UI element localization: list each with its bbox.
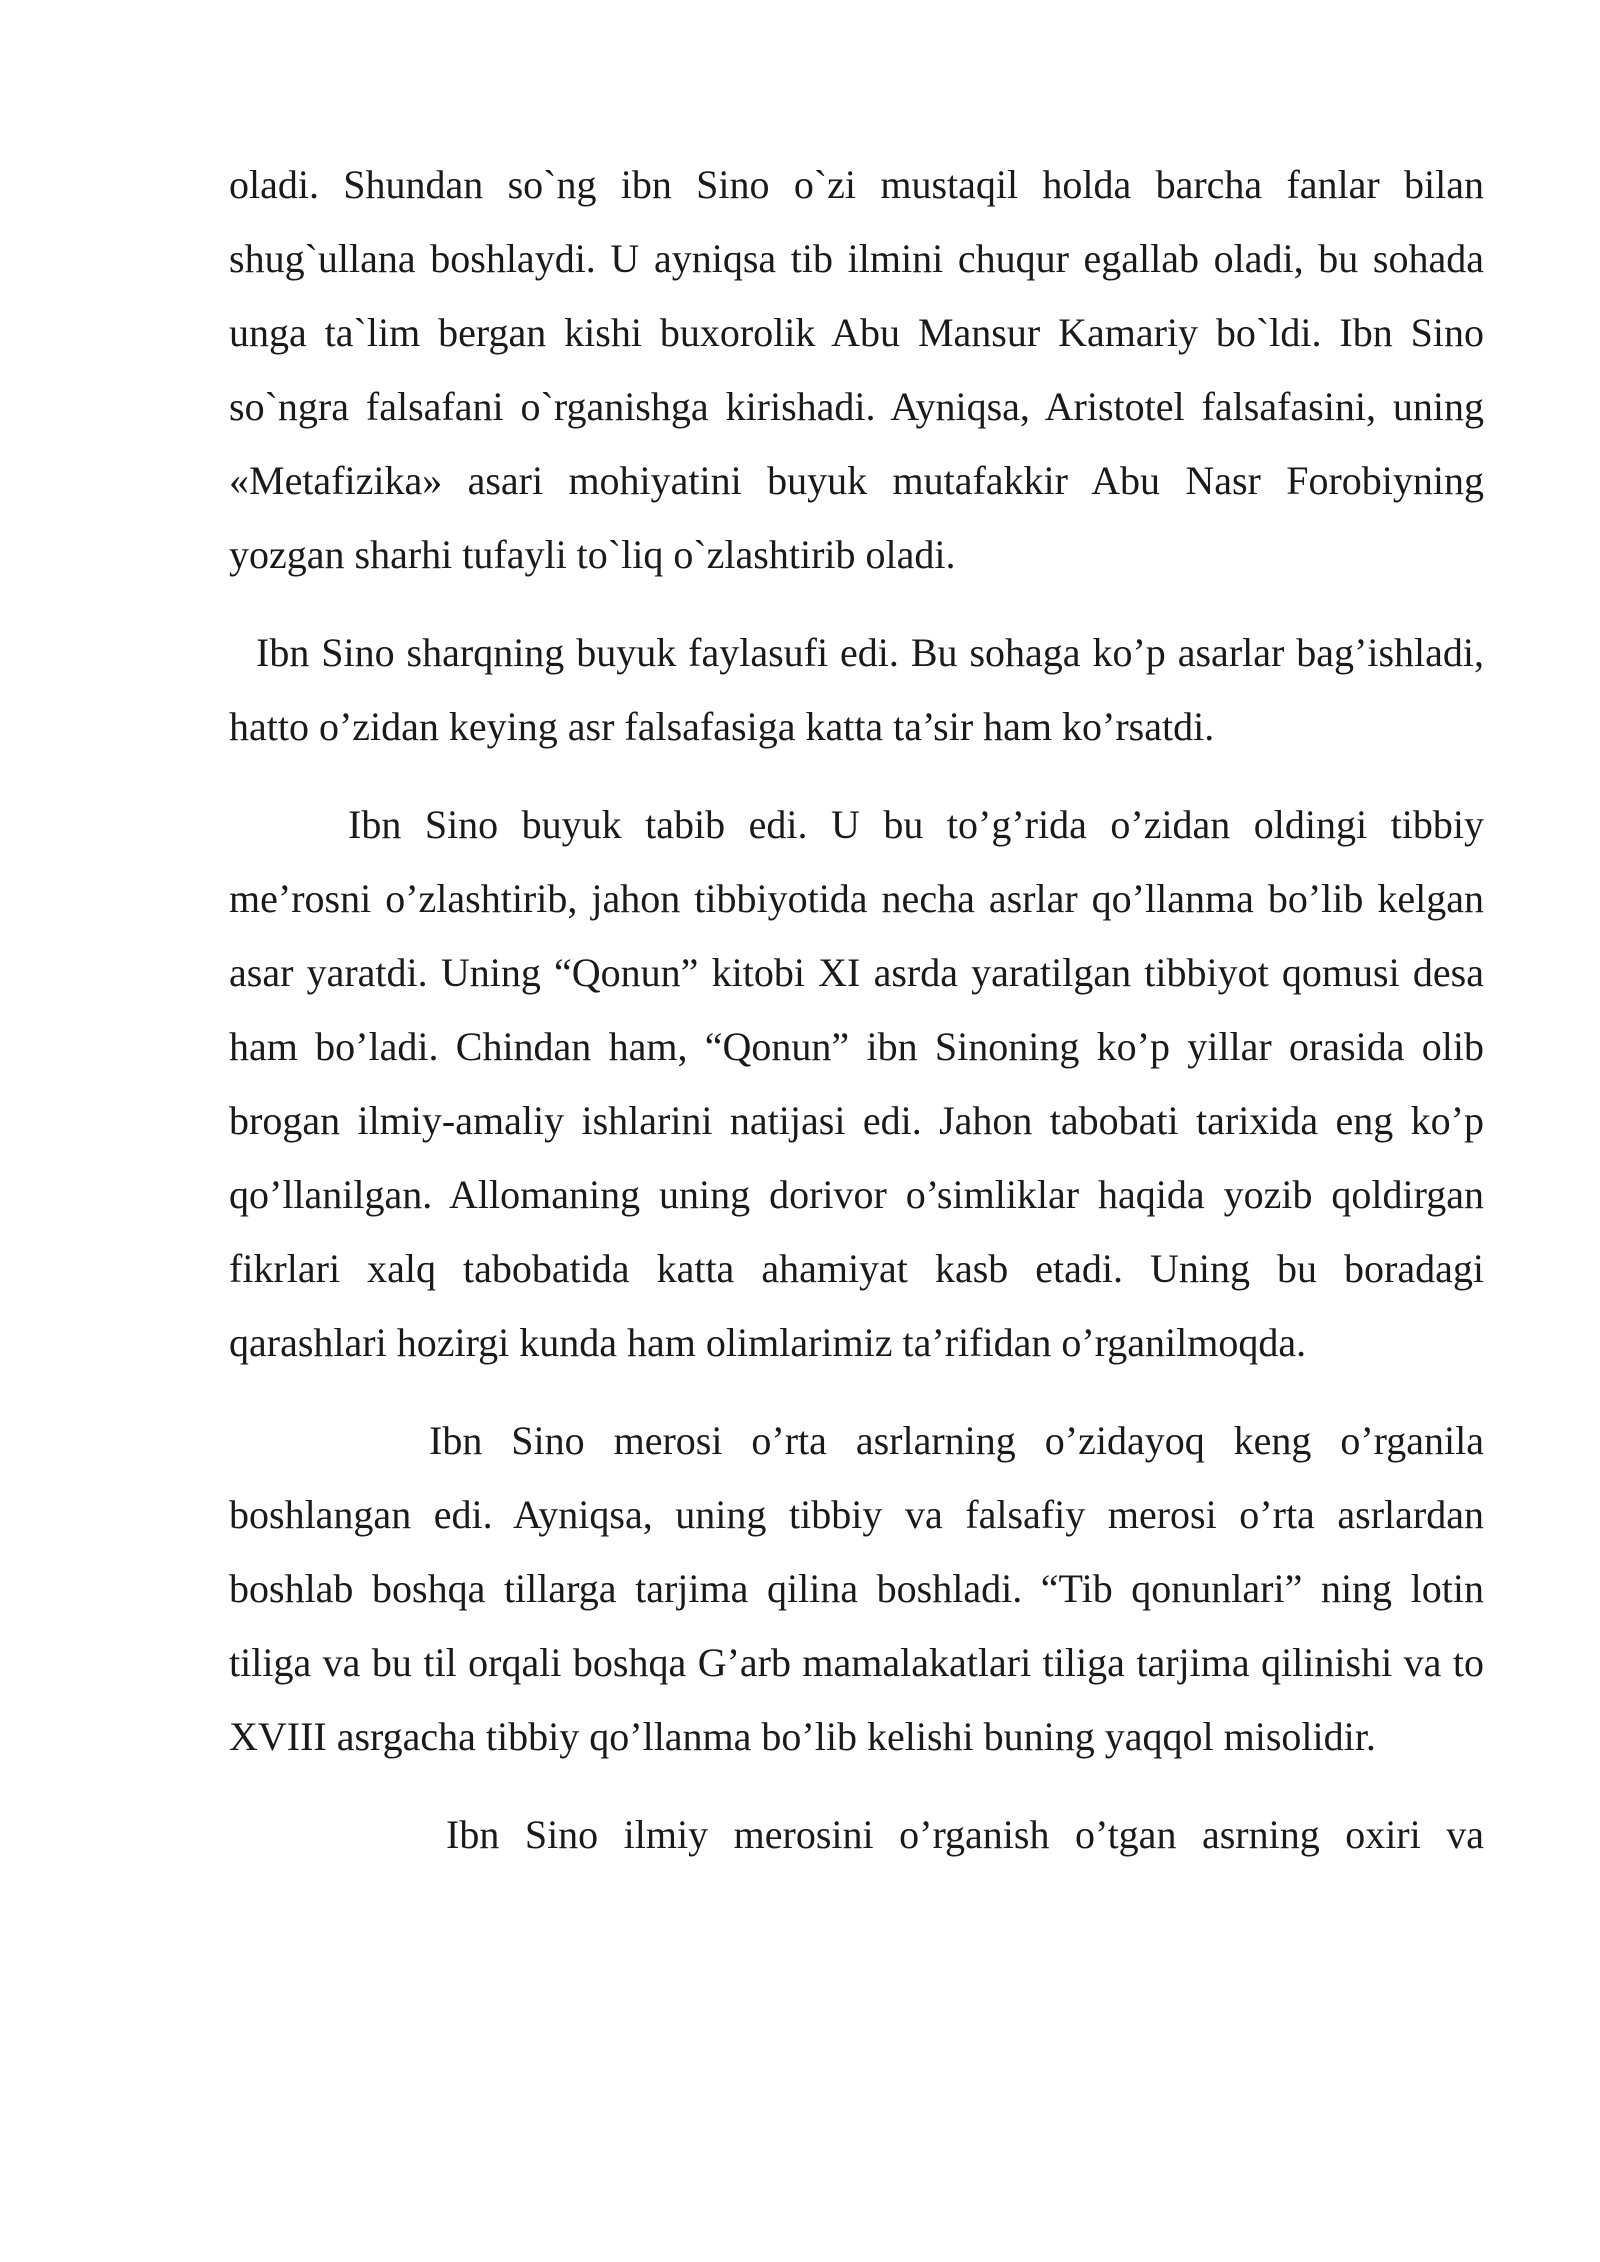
paragraph: Ibn Sino ilmiy merosini o’rganish o’tgan asrning oxiri va	[446, 1812, 1484, 1857]
paragraph: Ibn Sino buyuk tabib edi. U bu to’g’rida o’zidan oldingi tibbiy me’rosni o’zlashtirib, jahon tibbiyotida necha asrlar qo’llanma bo’lib kelgan asar yaratdi. Uning “Qonun” kitobi XI asrda yaratilgan tibbiyot qomusi desa ham bo’ladi. Chindan ham, “Qonun” ibn Sinoning ko’p yillar orasida olib brogan ilmiy-amaliy ishlarini natijasi edi. Jahon tabobati tarixida eng ko’p qo’llanilgan. Allomaning uning dorivor o’simliklar haqida yozib qoldirgan fikrlari xalq tabobatida katta ahamiyat kasb etadi. Uning bu boradagi qarashlari hozirgi kunda ham olimlarimiz ta’rifidan o’rganilmoqda.	[229, 802, 1484, 1365]
paragraph: oladi. Shundan so`ng ibn Sino o`zi mustaqil holda barcha fanlar bilan shug`ullana boshlaydi. U ayniqsa tib ilmini chuqur egallab oladi, bu sohada unga ta`lim bergan kishi buxorolik Abu Mansur Kamariy bo`ldi. Ibn Sino so`ngra falsafani o`rganishga kirishadi. Ayniqsa, Aristotel falsafasini, uning «Metafizika» asari mohiyatini buyuk mutafakkir Abu Nasr Forobiyning yozgan sharhi tufayli to`liq o`zlashtirib oladi.	[229, 162, 1484, 577]
paragraph: Ibn Sino sharqning buyuk faylasufi edi. Bu sohaga ko’p asarlar bag’ishladi, hatto o’zidan keying asr falsafasiga katta ta’sir ham ko’rsatdi.	[229, 630, 1484, 749]
body-text	[229, 148, 1484, 1872]
paragraph: Ibn Sino merosi o’rta asrlarning o’zidayoq keng o’rganila boshlangan edi. Ayniqsa, uning tibbiy va falsafiy merosi o’rta asrlardan boshlab boshqa tillarga tarjima qilina boshladi. “Tib qonunlari” ning lotin tiliga va bu til orqali boshqa G’arb mamalakatlari tiliga tarjima qilinishi va to XVIII asrgacha tibbiy qo’llanma bo’lib kelishi buning yaqqol misolidir.	[229, 1418, 1484, 1759]
